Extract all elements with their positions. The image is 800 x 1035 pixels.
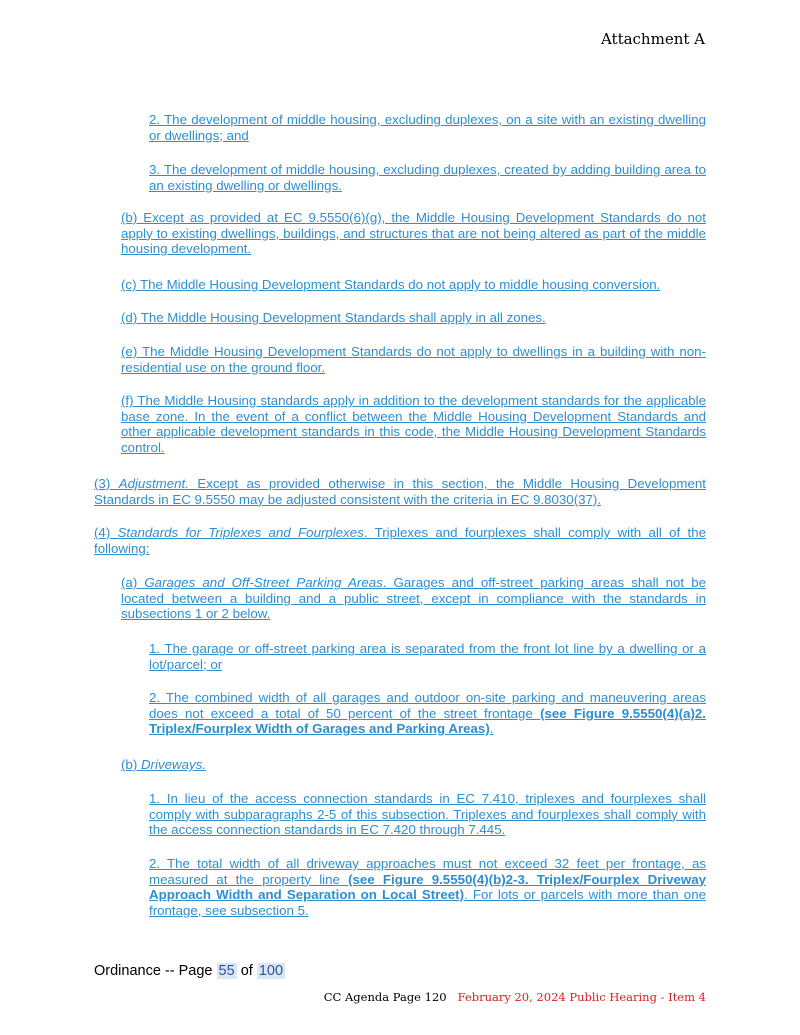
paragraph-heading: Adjustment. <box>118 476 189 491</box>
paragraph-heading: Driveways. <box>140 757 206 772</box>
paragraph-end: . <box>489 721 494 736</box>
paragraph-f-base-zone: (f) The Middle Housing standards apply in addition to the development standards for the applicable base zone. In the event of a conflict between the Middle Housing Development Standards and other applicable development standards in this code, the Middle Housing Development Standards control. <box>121 393 706 455</box>
paragraph-end: . For lots or parcels with more than one frontage, see subsection 5. <box>149 887 706 918</box>
paragraph-e-non-residential: (e) The Middle Housing Development Standards do not apply to dwellings in a building with non-residential use on the ground floor. <box>121 344 706 375</box>
paragraph-existing-dwelling: 2. The development of middle housing, excluding duplexes, on a site with an existing dwelling or dwellings; and <box>149 112 706 143</box>
paragraph-body: . Garages and off-street parking areas shall not be located between a building and a public street, except in compliance with the standards in subsections 1 or 2 below. <box>121 575 706 621</box>
paragraph-driveway-width <box>149 856 706 918</box>
paragraph-c-conversion: (c) The Middle Housing Development Standards do not apply to middle housing conversion. <box>121 277 661 292</box>
paragraph-3-adjustment <box>94 476 706 507</box>
paragraph-body: 2. The total width of all driveway approaches must not exceed 32 feet per frontage, as measured at the property line <box>149 856 706 887</box>
paragraph-a-garages <box>121 575 706 622</box>
paragraph-access-connection: 1. In lieu of the access connection standards in EC 7.410, triplexes and fourplexes shall comply with subparagraphs 2-5 of this subsection. Triplexes and fourplexes shall comply with the access connection standards in EC 7.420 through 7.445. <box>149 791 706 837</box>
ordinance-label: Ordinance -- Page <box>94 963 213 979</box>
paragraph-body: 2. The combined width of all garages and outdoor on-site parking and maneuvering areas does not exceed a total of 50 percent of the street frontage <box>149 690 706 721</box>
paragraph-body: . Triplexes and fourplexes shall comply with all of the following: <box>94 525 706 556</box>
paragraph-d-all-zones: (d) The Middle Housing Development Standards shall apply in all zones. <box>121 310 546 325</box>
paragraph-heading: Standards for Triplexes and Fourplexes <box>117 525 364 540</box>
paragraph-combined-width <box>149 690 706 737</box>
paragraph-body: Except as provided otherwise in this section, the Middle Housing Development Standards in EC 9.5550 may be adjusted consistent with the criteria in EC 9.8030(37). <box>94 476 706 507</box>
agenda-page: CC Agenda Page 120 <box>323 990 447 1004</box>
paragraph-number: (a) <box>121 575 145 590</box>
of-label: of <box>240 963 253 979</box>
paragraph-number: (3) <box>94 476 119 491</box>
paragraph-b-existing-structures: (b) Except as provided at EC 9.5550(6)(g), the Middle Housing Development Standards do not apply to existing dwellings, buildings, and structures that are not being altered as part of the middle housing development. <box>121 210 706 256</box>
hearing-label: February 20, 2024 Public Hearing - Item 4 <box>457 990 706 1004</box>
attachment-label: Attachment A <box>600 30 705 48</box>
paragraph-heading: Garages and Off-Street Parking Areas <box>144 575 383 590</box>
ordinance-page-footer <box>94 963 285 979</box>
paragraph-garage-separated: 1. The garage or off-street parking area is separated from the front lot line by a dwelling or a lot/parcel; or <box>149 641 706 672</box>
paragraph-4-standards <box>94 525 706 556</box>
page-current: 55 <box>218 963 235 979</box>
figure-reference: (see Figure 9.5550(4)(a)2. Triplex/Fourplex Width of Garages and Parking Areas) <box>149 705 706 736</box>
figure-reference: (see Figure 9.5550(4)(b)2-3. Triplex/Fourplex Driveway Approach Width and Separation on Local Street) <box>149 871 707 902</box>
paragraph-b-driveways <box>121 757 706 773</box>
paragraph-number: (4) <box>94 525 118 540</box>
agenda-footer <box>324 990 706 1004</box>
page-total: 100 <box>258 963 284 979</box>
paragraph-number: (b) <box>121 757 141 772</box>
paragraph-adding-building-area: 3. The development of middle housing, excluding duplexes, created by adding building area to an existing dwelling or dwellings. <box>149 162 706 193</box>
